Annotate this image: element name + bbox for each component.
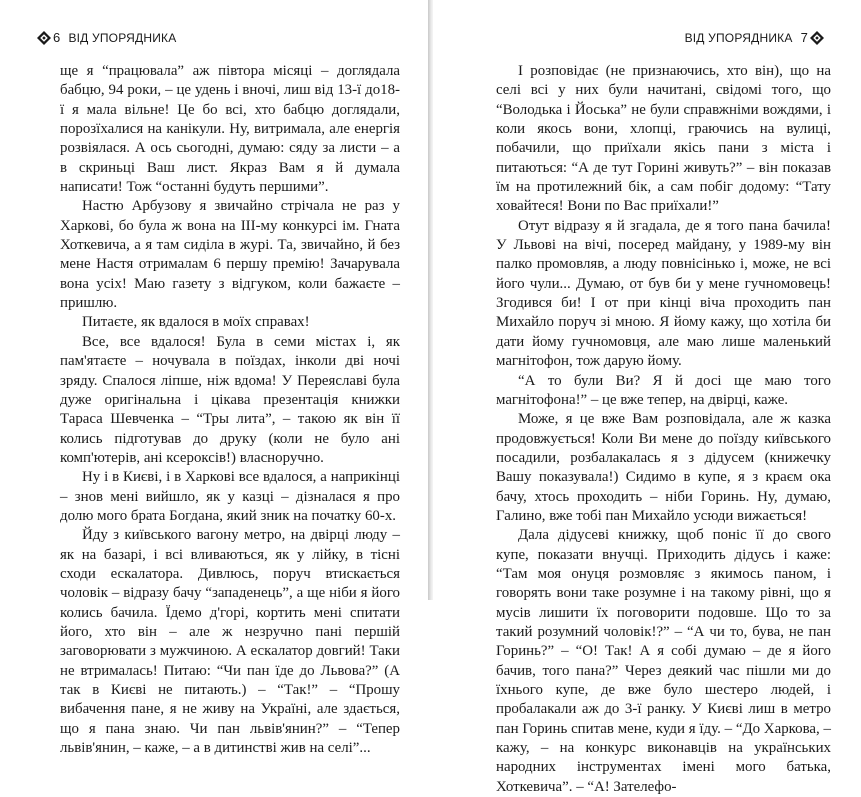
paragraph: Настю Арбузову я звичайно стрічала не раз у Харкові, бо була ж вона на ІІІ-му конкурсі ім. Гната Хоткевича, а я там сиділа в журі. Та, звичайно, й без мене Настя отрималам 6 першу премію! Зачарувала вона усіх! Маю газету з відгуком, коли бажаєте – пришлю.: [60, 198, 400, 312]
left-page-body: [60, 62, 400, 758]
diamond-ornament-icon: [37, 31, 51, 45]
left-page: [0, 0, 428, 757]
diamond-ornament-icon: [810, 31, 824, 45]
running-head: ВІД УПОРЯДНИКА: [684, 30, 793, 45]
paragraph: Ну і в Києві, і в Харкові все вдалося, а наприкінці – знов мені вийшло, як у казці – дізналася я про долю мого брата Богдана, який зник на початку 60-х.: [60, 469, 400, 524]
right-page-header: [685, 30, 824, 45]
paragraph: Дала дідусеві книжку, щоб поніс її до свого купе, показати внучці. Приходить дідусь і каже: “Там моя онуця розмовляє з якимось паном, і говорять вони таке розумне і на такому рівні, що я мусів лишити їх поговорити подовше. Що то за такий розумний чоловік!?” – “А чи то, бува, не пан Горинь?” – “О! Так! А я собі думаю – де я його бачив, того пана?” Через деякий час пішли ми до їхнього купе, де вже було шестеро людей, і пробалакали аж до 3-ї ранку. У Києві лиш в метро пан Горинь спитав мене, куди я їду. – “До Харкова, – кажу, – на конкурс виконавців на українських народних інструментах імені мого батька, Хоткевича”. – “А! Зателефо-: [496, 527, 831, 795]
right-page-body: [496, 62, 831, 797]
paragraph: І розповідає (не признаючись, хто він), що на селі всі у них були начитані, свідомі того, що “Володька і Йоська” не були справжніми вождями, і коли якось вони, хлопці, граючись на вулиці, побачили, що приїхали якісь пани з міста і питаються: “А де тут Горині живуть?” – він показав їм на протилежний бік, а сам побіг додому: “Тату ховайтеся! Вони по Вас приїхали!”: [496, 63, 831, 215]
page-number: 7: [800, 30, 808, 45]
running-head: ВІД УПОРЯДНИКА: [68, 30, 177, 45]
right-page: [433, 0, 861, 795]
paragraph: Отут відразу я й згадала, де я того пана бачила! У Львові на вічі, посеред майдану, у 1989-му він палко промовляв, а люду повнісінько і, може, не всі його чули... Думаю, от був би у мене гучномовець! Згодився би! І от при кінці віча проходить пан Михайло поруч зі мною. Я йому кажу, що хотіла би дати йому гучномовця, але маю лише маленький магнітофон, тож дарую йому.: [496, 217, 831, 370]
left-page-header: [37, 30, 176, 45]
paragraph: Йду з київського вагону метро, на двірці люду – як на базарі, і всі вливаються, як у лійку, в тісні сходи ескалатора. Дивлюсь, поруч втискається чоловік – відразу бачу “западенець”, а ще ніби я його колись бачила. Їдемо д'горі, кортить мені спитати його, хто він – але ж незручно пані першій заговорювати з мужчиною. А ескалатор довгий! Таки не втрималась! Питаю: “Чи пан їде до Львова?” (А так в Києві не питають.) – “Так!” – “Прошу вибачення пане, я не живу на Україні, але здається, що я пана знаю. Чи пан львів'янин?” – “Тепер львів'янин, – каже, – а в дитинстві жив на селі”...: [60, 527, 400, 757]
paragraph: Може, я це вже Вам розповідала, але ж казка продовжується! Коли Ви мене до поїзду київського посадили, розбалакалась я з дідусем (книжечку Вашу показувала!) Сидимо в купе, я з краєм ока бачу, хтось проходить – ніби Горинь. Ну, думаю, Галино, вже тобі пан Михайло усюди вижається!: [496, 411, 831, 524]
paragraph: ще я “працювала” аж півтора місяці – доглядала бабцю, 94 роки, – це удень і вночі, лиш від 13-ї до18-ї я мала вільне! Це бо всі, хто бабцю доглядали, порозїхалися на канікули. Ну, витримала, але енергія розвіялася. А ось сьогодні, думаю: сяду за листи – а в скриньці Ваш лист. Якраз Вам я й думала написати! Тож “останні будуть першими”.: [60, 63, 400, 196]
paragraph: Питаєте, як вдалося в моїх справах!: [82, 314, 310, 331]
page-number: 6: [53, 30, 61, 45]
paragraph: Все, все вдалося! Була в семи містах і, як пам'ятаєте – ночувала в поїздах, інколи дві ночі зряду. Спалося ліпше, ніж вдома! У Переяславі була дуже оригінальна і цікава презентація книжки Тараса Шевченка – “Тры лита”, – такою як він її колись підготував до друку (коли не було ані комп'ютерів, ані ксероксів!) власноручно.: [60, 333, 400, 466]
paragraph: “А то були Ви? Я й досі ще маю того магнітофона!” – це вже тепер, на двірці, каже.: [496, 372, 831, 408]
